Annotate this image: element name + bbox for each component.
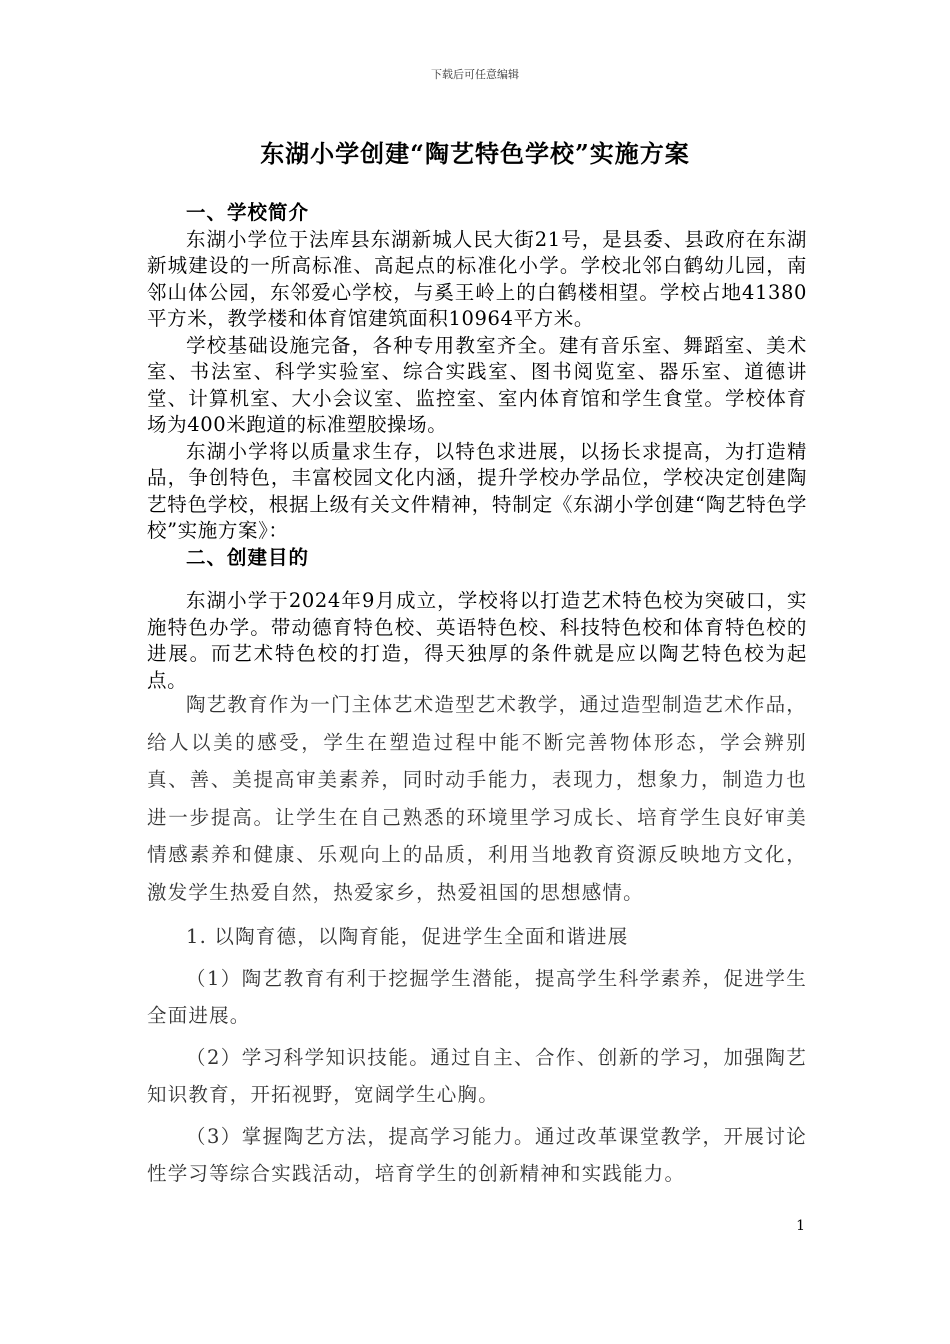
- page-number: 1: [796, 1218, 805, 1234]
- document-title: 东湖小学创建“陶艺特色学校”实施方案: [260, 139, 690, 168]
- list-item-goal-1: 1. 以陶育德，以陶育能，促进学生全面和谐进展: [186, 925, 629, 948]
- header-note: 下载后可任意编辑: [431, 68, 519, 81]
- paragraph-decision: 东湖小学将以质量求生存，以特色求进展，以扬长求提高，为打造精品，争创特色，丰富校园文化内涵，提升学校办学品位，学校决定创建陶艺特色学校，根据上级有关文件精神，特制定《东湖小学创建“陶艺特色学校”实施方案》：: [147, 439, 807, 542]
- paragraph-pottery-education: 陶艺教育作为一门主体艺术造型艺术教学，通过造型制造艺术作品，给人以美的感受，学生在塑造过程中能不断完善物体形态，学会辨别真、善、美提高审美素养，同时动手能力，表现力，想象力，制造力也进一步提高。让学生在自己熟悉的环境里学习成长、培育学生良好审美情感素养和健康、乐观向上的品质，利用当地教育资源反映地方文化，激发学生热爱自然，热爱家乡，热爱祖国的思想感情。: [147, 693, 808, 904]
- section-heading-intro: 一、学校简介: [186, 201, 310, 224]
- section-purpose-intro: [147, 588, 807, 694]
- sub-list: [147, 960, 807, 1193]
- paragraph-founding: 东湖小学于2024年9月成立，学校将以打造艺术特色校为突破口，实施特色办学。带动德育特色校、英语特色校、科技特色校和体育特色校的进展。而艺术特色校的打造，得天独厚的条件就是应以陶艺特色校为起点。: [147, 589, 807, 692]
- section-school-intro: [147, 200, 807, 571]
- paragraph-facilities: 学校基础设施完备，各种专用教室齐全。建有音乐室、舞蹈室、美术室、书法室、科学实验室、综合实践室、图书阅览室、器乐室、道德讲堂、计算机室、大小会议室、监控室、室内体育馆和学生食堂。学校体育场为400米跑道的标准塑胶操场。: [147, 333, 807, 436]
- sub-item-3: （3）掌握陶艺方法，提高学习能力。通过改革课堂教学，开展讨论性学习等综合实践活动，培育学生的创新精神和实践能力。: [147, 1124, 807, 1185]
- sub-item-1: （1）陶艺教育有利于挖掘学生潜能，提高学生科学素养，促进学生全面进展。: [147, 966, 807, 1027]
- section-heading-purpose: 二、创建目的: [186, 545, 310, 569]
- sub-item-2: （2）学习科学知识技能。通过自主、合作、创新的学习，加强陶艺知识教育，开拓视野，宽阔学生心胸。: [147, 1045, 807, 1106]
- paragraph-location: 东湖小学位于法库县东湖新城人民大街21号，是县委、县政府在东湖新城建设的一所高标准、高起点的标准化小学。学校北邻白鹤幼儿园，南邻山体公园，东邻爱心学校，与奚王岭上的白鹤楼相望。学校占地41380平方米，教学楼和体育馆建筑面积10964平方米。: [147, 227, 807, 330]
- section-purpose-details: [147, 686, 807, 1197]
